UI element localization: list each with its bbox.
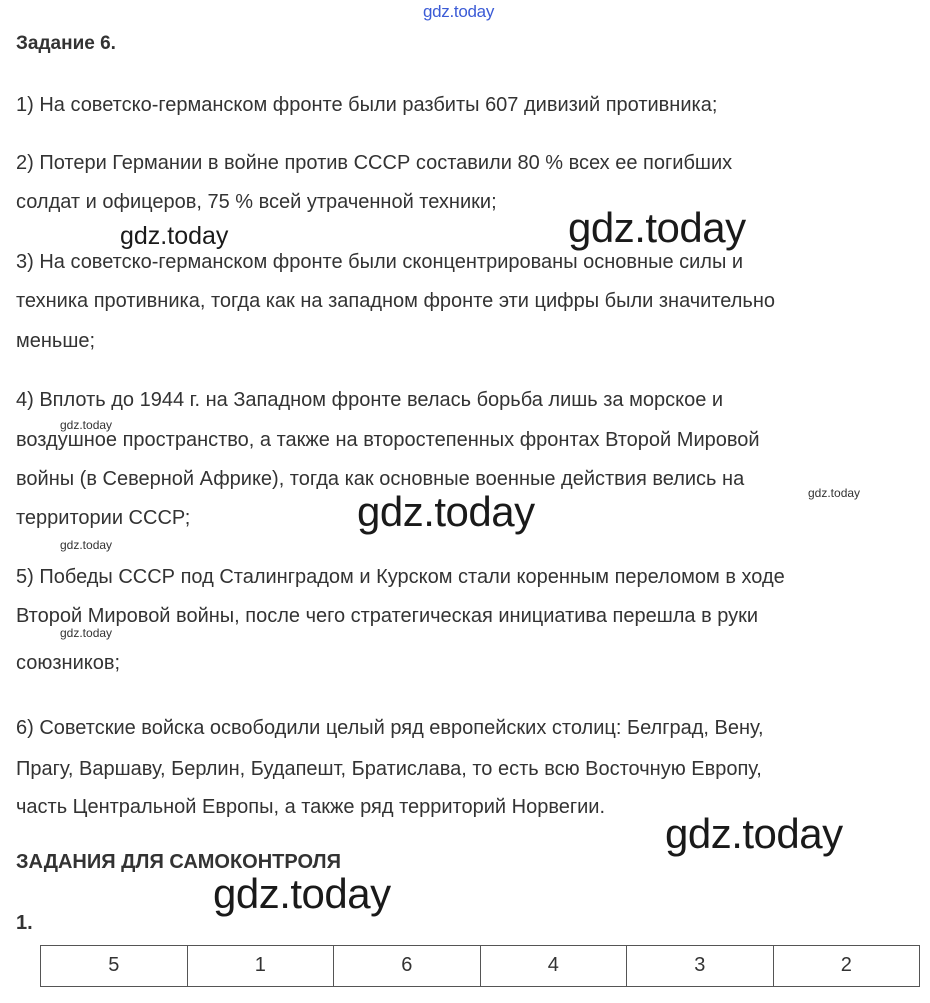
item-2-line-2: солдат и офицеров, 75 % всей утраченной техники; bbox=[16, 191, 497, 213]
item-5-line-1: 5) Победы СССР под Сталинградом и Курском стали коренным переломом в ходе bbox=[16, 566, 785, 588]
answer-cell-2: 1 bbox=[187, 946, 334, 987]
watermark-small-2: gdz.today bbox=[808, 486, 861, 500]
watermark-big-2: gdz.today bbox=[357, 488, 535, 535]
item-2-line-1: 2) Потери Германии в войне против СССР составили 80 % всех ее погибших bbox=[16, 152, 733, 174]
answer-table bbox=[40, 945, 920, 987]
item-6-line-2: Прагу, Варшаву, Берлин, Будапешт, Братислава, то есть всю Восточную Европу, bbox=[16, 758, 762, 780]
watermark-big-3: gdz.today bbox=[665, 810, 843, 857]
item-4-line-1: 4) Вплоть до 1944 г. на Западном фронте велась борьба лишь за морское и bbox=[16, 389, 724, 411]
answer-cell-5: 3 bbox=[627, 946, 774, 987]
item-3-line-3: меньше; bbox=[16, 330, 96, 352]
answer-cell-3: 6 bbox=[334, 946, 481, 987]
watermark-big-4: gdz.today bbox=[213, 870, 391, 917]
watermark-small-3: gdz.today bbox=[60, 538, 113, 552]
item-5-line-2: Второй Мировой войны, после чего стратегическая инициатива перешла в руки bbox=[16, 605, 759, 627]
answer-cell-6: 2 bbox=[773, 946, 920, 987]
watermark-big-1: gdz.today bbox=[568, 204, 746, 251]
watermark-small-4: gdz.today bbox=[60, 626, 113, 640]
item-6-line-3: часть Центральной Европы, а также ряд территорий Норвегии. bbox=[16, 796, 606, 818]
watermark-small-1: gdz.today bbox=[60, 418, 113, 432]
item-5-line-3: союзников; bbox=[16, 652, 121, 674]
item-4-line-2: воздушное пространство, а также на второстепенных фронтах Второй Мировой bbox=[16, 429, 760, 451]
answer-row bbox=[41, 946, 920, 987]
item-4-line-3: войны (в Северной Африке), тогда как основные военные действия велись на bbox=[16, 468, 745, 490]
item-3-line-1: 3) На советско-германском фронте были сконцентрированы основные силы и bbox=[16, 251, 744, 273]
top-watermark: gdz.today bbox=[423, 2, 495, 21]
item-6-line-1: 6) Советские войска освободили целый ряд европейских столиц: Белград, Вену, bbox=[16, 717, 764, 739]
section-title: ЗАДАНИЯ ДЛЯ САМОКОНТРОЛЯ bbox=[16, 851, 341, 873]
item-4-line-4: территории СССР; bbox=[16, 507, 191, 529]
watermark-mid-1: gdz.today bbox=[120, 222, 229, 250]
item-3-line-2: техника противника, тогда как на западном фронте эти цифры были значительно bbox=[16, 290, 776, 312]
item-1-line-1: 1) На советско-германском фронте были разбиты 607 дивизий противника; bbox=[16, 94, 718, 116]
task-heading: Задание 6. bbox=[16, 33, 116, 54]
answer-cell-1: 5 bbox=[41, 946, 188, 987]
answer-cell-4: 4 bbox=[480, 946, 627, 987]
task-number: 1. bbox=[16, 912, 33, 934]
